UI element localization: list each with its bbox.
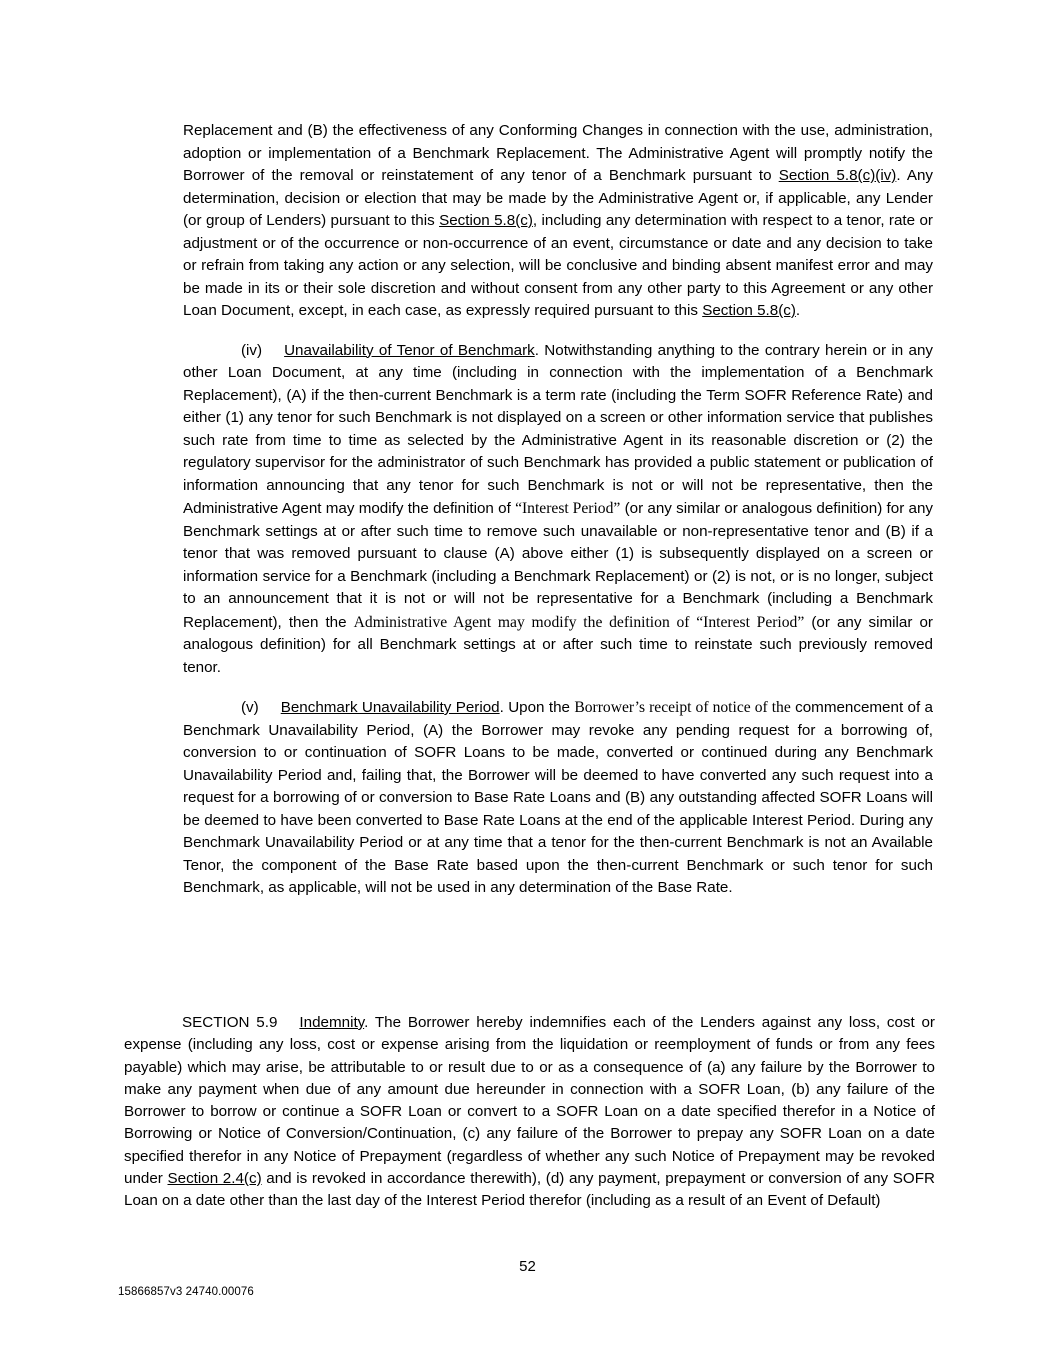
section-5-9-text-2: and is revoked in accordance therewith), (d) any payment, prepayment or conversion of any SOFR Loan on a date other than the last day of the Interest Period therefor (including as a result of an Event of Default) (124, 1169, 935, 1210)
document-body (183, 120, 933, 900)
clause-v-text-1: . Upon the (499, 699, 575, 716)
cross-reference-section-5-8-c-second[interactable]: Section 5.8(c) (702, 302, 796, 319)
continued-text-2: . Any determination, decision or election that may be made by the Administrative Agent or, if applicable, any Lender (or group of Lenders) pursuant to this (183, 167, 933, 229)
cross-reference-section-5-8-c-iv[interactable]: Section 5.8(c)(iv) (778, 167, 897, 184)
clause-iv-serif-run: Administrative Agent may modify the definition of “Interest Period” (353, 613, 805, 631)
continued-text-3: , including any determination with respect to a tenor, rate or adjustment or of the occurrence or non-occurrence of an event, circumstance or date and any decision to take or refrain from taking any action or any selection, will be conclusive and binding absent manifest error and may be made in its or their sole discretion and without consent from any other party to this Agreement or any other Loan Document, except, in each case, as expressly required pursuant to this (183, 212, 933, 319)
clause-iv-text-2: (or any similar or analogous definition) for any Benchmark settings at or after such time to remove such unavailable or non-representative tenor and (B) if a tenor that was removed pursuant to clause (A) above either (1) is subsequently displayed on a screen or information service for a Benchmark (including a Benchmark Replacement) or (2) is not, or is no longer, subject to an announcement that it is not or will not be representative for a Benchmark (including a Benchmark Replacement), then the (183, 500, 934, 631)
clause-iv-heading: Unavailability of Tenor of Benchmark (284, 341, 535, 359)
section-5-9-text-1: . The Borrower hereby indemnifies each of the Lenders against any loss, cost or expense (including any loss, cost or expense arising from the liquidation or reemployment of funds or from any fees payable) which may arise, be attributable to or result due to or as a consequence of (a) any failure by the Borrower to make any payment when due of any amount due hereunder in connection with a SOFR Loan, (b) any failure of the Borrower to borrow or continue a SOFR Loan or convert to a SOFR Loan on a date specified therefor in a Notice of Borrowing or Notice of Conversion/Continuation, (c) any failure of the Borrower to prepay any SOFR Loan on a date specified therefor in any Notice of Prepayment (regardless of whether any such Notice of Prepayment may be revoked under (124, 1014, 935, 1187)
continued-text-1: Replacement and (B) the effectiveness of any Conforming Changes in connection with the use, administration, adoption or implementation of a Benchmark Replacement. The Administrative Agent will promptly notify the Borrower of the removal or reinstatement of any tenor of a Benchmark pursuant to (183, 122, 933, 184)
cross-reference-section-5-8-c-first[interactable]: Section 5.8(c) (439, 212, 533, 229)
paragraph-clause-iv (183, 340, 933, 680)
clause-iv-number: (iv) (241, 341, 263, 359)
clause-iv-quote-interest-period: “Interest Period” (515, 500, 621, 517)
continued-text-4: . (795, 302, 801, 319)
footer-document-id: 15866857v3 24740.00076 (118, 1286, 254, 1298)
cross-reference-section-2-4-c[interactable]: Section 2.4(c) (167, 1169, 262, 1187)
clause-v-serif-run: Borrower’s receipt of notice of the (574, 699, 791, 716)
clause-v-number: (v) (241, 699, 259, 716)
section-5-9-label: SECTION 5.9 (182, 1014, 278, 1031)
section-5-9-block (124, 1012, 935, 1212)
paragraph-clause-v (183, 696, 933, 900)
clause-iv-text-1: . Notwithstanding anything to the contrary herein or in any other Loan Document, at any time (including in connection with the implementation of a Benchmark Replacement), (A) if the then-current Benchmark is a term rate (including the Term SOFR Reference Rate) and either (1) any tenor for such Benchmark is not displayed on a screen or other information service that publishes such rate from time to time as selected by the Administrative Agent in its reasonable discretion or (2) the regulatory supervisor for the administrator of such Benchmark has provided a public statement or publication of information announcing that any tenor for such Benchmark is not or will not be representative, then the Administrative Agent may modify the definition of (183, 341, 934, 517)
paragraph-section-5-9 (124, 1012, 935, 1212)
clause-iv-text-3: (or any similar or analogous definition) for all Benchmark settings at or after such time to reinstate such previously removed tenor. (183, 613, 933, 676)
clause-v-heading: Benchmark Unavailability Period (280, 699, 500, 716)
page-number: 52 (519, 1258, 536, 1275)
clause-v-text-2: commencement of a Benchmark Unavailability Period, (A) the Borrower may revoke any pending request for a borrowing of, conversion to or continuation of SOFR Loans to be made, converted or continued during any Benchmark Unavailability Period and, failing that, the Borrower will be deemed to have converted any such request into a request for a borrowing of or conversion to Base Rate Loans and (B) any outstanding affected SOFR Loans will be deemed to have been converted to Base Rate Loans at the end of the applicable Interest Period. During any Benchmark Unavailability Period or at any time that a tenor for the then-current Benchmark is not an Available Tenor, the component of the Base Rate based upon the then-current Benchmark or such tenor for such Benchmark, as applicable, will not be used in any determination of the Base Rate. (183, 699, 933, 896)
section-5-9-heading: Indemnity (299, 1014, 365, 1031)
paragraph-continued-top (183, 120, 933, 323)
